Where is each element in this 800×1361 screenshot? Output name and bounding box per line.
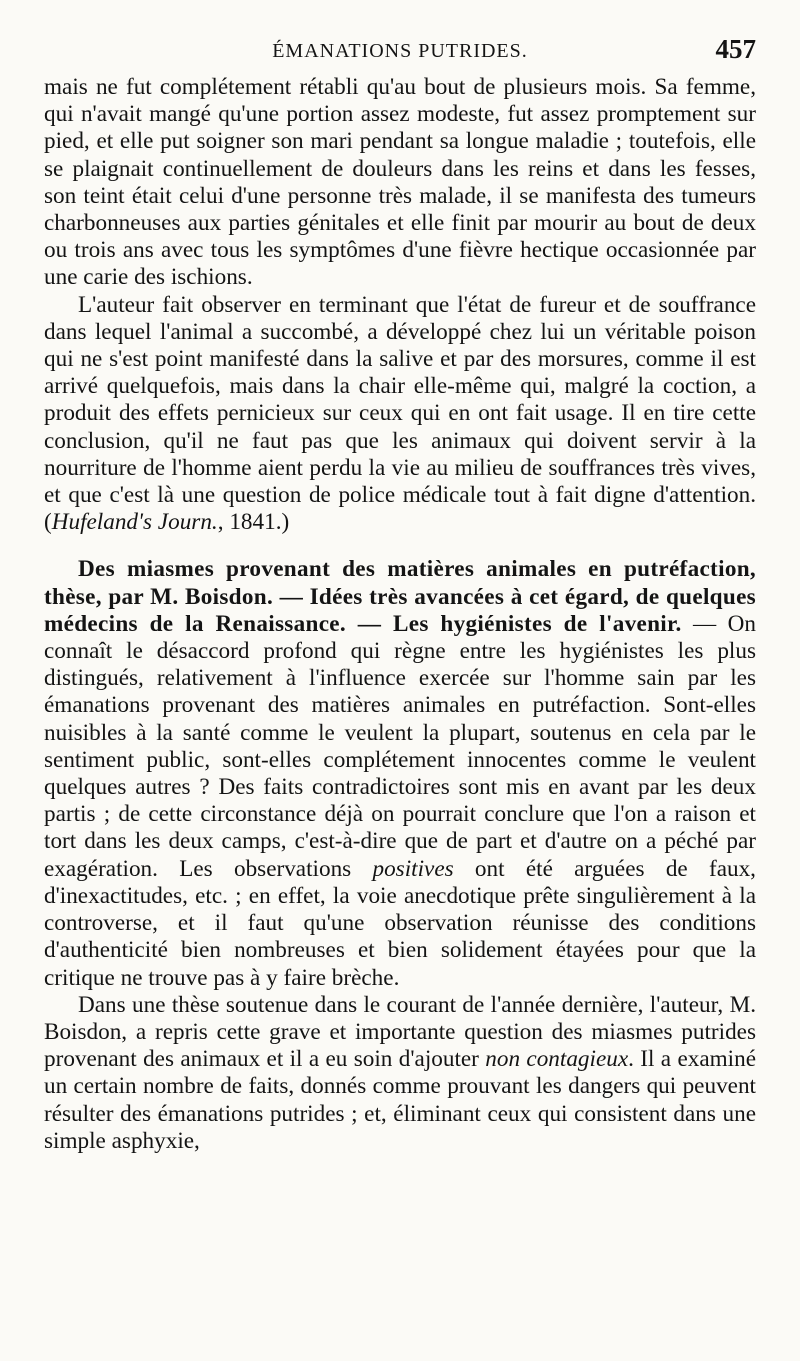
paragraph-continuation: mais ne fut complétement rétabli qu'au bout de plusieurs mois. Sa femme, qui n'avait mangé qu'une portion assez modeste, fut assez promptement sur pied, et elle put soigner son mari pendant sa longue maladie ; toutefois, elle se plaignait continuellement de douleurs dans les reins et dans les fesses, son teint était celui d'une personne très malade, il se manifesta des tumeurs charbonneuses aux parties génitales et elle finit par mourir au bout de deux ou trois ans avec tous les symptômes d'une fièvre hectique occasionnée par une carie des ischions. [44,74,756,291]
body-text [44,74,756,1155]
section-spacer [44,536,756,556]
paragraph-text: . Il a examiné un certain nombre de faits, donnés comme prouvant les dangers qui peuvent résulter des émanations putrides ; et, éliminant ceux qui consistent dans une simple asphyxie, [44,1046,756,1154]
section-heading: Des miasmes provenant des matières animales en putréfaction, thèse, par M. Boisdon. — Idées très avancées à cet égard, de quelques médecins de la Renaissance. — Les hygiénistes de l'avenir. [44,556,756,637]
paragraph-text: Dans une thèse soutenue dans le courant de l'année dernière, l'auteur, M. Boisdon, a repris cette grave et importante question des miasmes putrides provenant des animaux et il a eu soin d'ajouter [44,991,756,1073]
paragraph-text: L'auteur fait observer en terminant que l'état de fureur et de souffrance dans lequel l'animal a succombé, a développé chez lui un véritable poison qui ne s'est point manifesté dans la salive et par des morsures, comme il est arrivé quelquefois, mais dans la chair elle-même qui, malgré la coction, a produit des effets pernicieux sur ceux qui en ont fait usage. Il en tire cette conclusion, qu'il ne faut pas que les animaux qui doivent servir à la nourriture de l'homme aient perdu la vie au milieu de souffrances très vives, et que c'est là une question de police médicale tout à fait digne d'attention. ( [44,291,756,536]
citation-year: , 1841.) [217,509,290,536]
italic-term: positives [372,855,454,882]
citation-journal: Hufeland's Journ. [51,509,218,536]
page-number: 457 [715,34,756,64]
paragraph-these-boisdon [44,992,756,1155]
running-head [44,34,756,74]
running-title: ÉMANATIONS PUTRIDES. [272,40,528,62]
paragraph-miasmes [44,556,756,991]
paragraph-text: — On connaît le désaccord profond qui règne entre les hygiénistes les plus distingués, relativement à l'influence exercée sur l'homme sain par les émanations provenant des matières animales en putréfaction. Sont-elles nuisibles à la santé comme le veulent la plupart, soutenus en cela par le sentiment public, sont-elles complétement innocentes comme le veulent quelques autres ? Des faits contradictoires sont mis en avant par les deux partis ; de cette circonstance déjà on pourrait conclure que l'on a raison et tort dans les deux camps, c'est-à-dire que de part et d'autre on a péché par exagération. Les observations [44,610,756,882]
paragraph-text: ont été arguées de faux, d'inexactitudes, etc. ; en effet, la voie anecdotique prête singulièrement à la controverse, et il faut qu'une observation réunisse des conditions d'authenticité bien nombreuses et bien solidement étayées pour que la critique ne trouve pas à y faire brèche. [44,855,756,991]
italic-term: non contagieux [485,1046,629,1073]
paragraph-author-observation [44,292,756,537]
